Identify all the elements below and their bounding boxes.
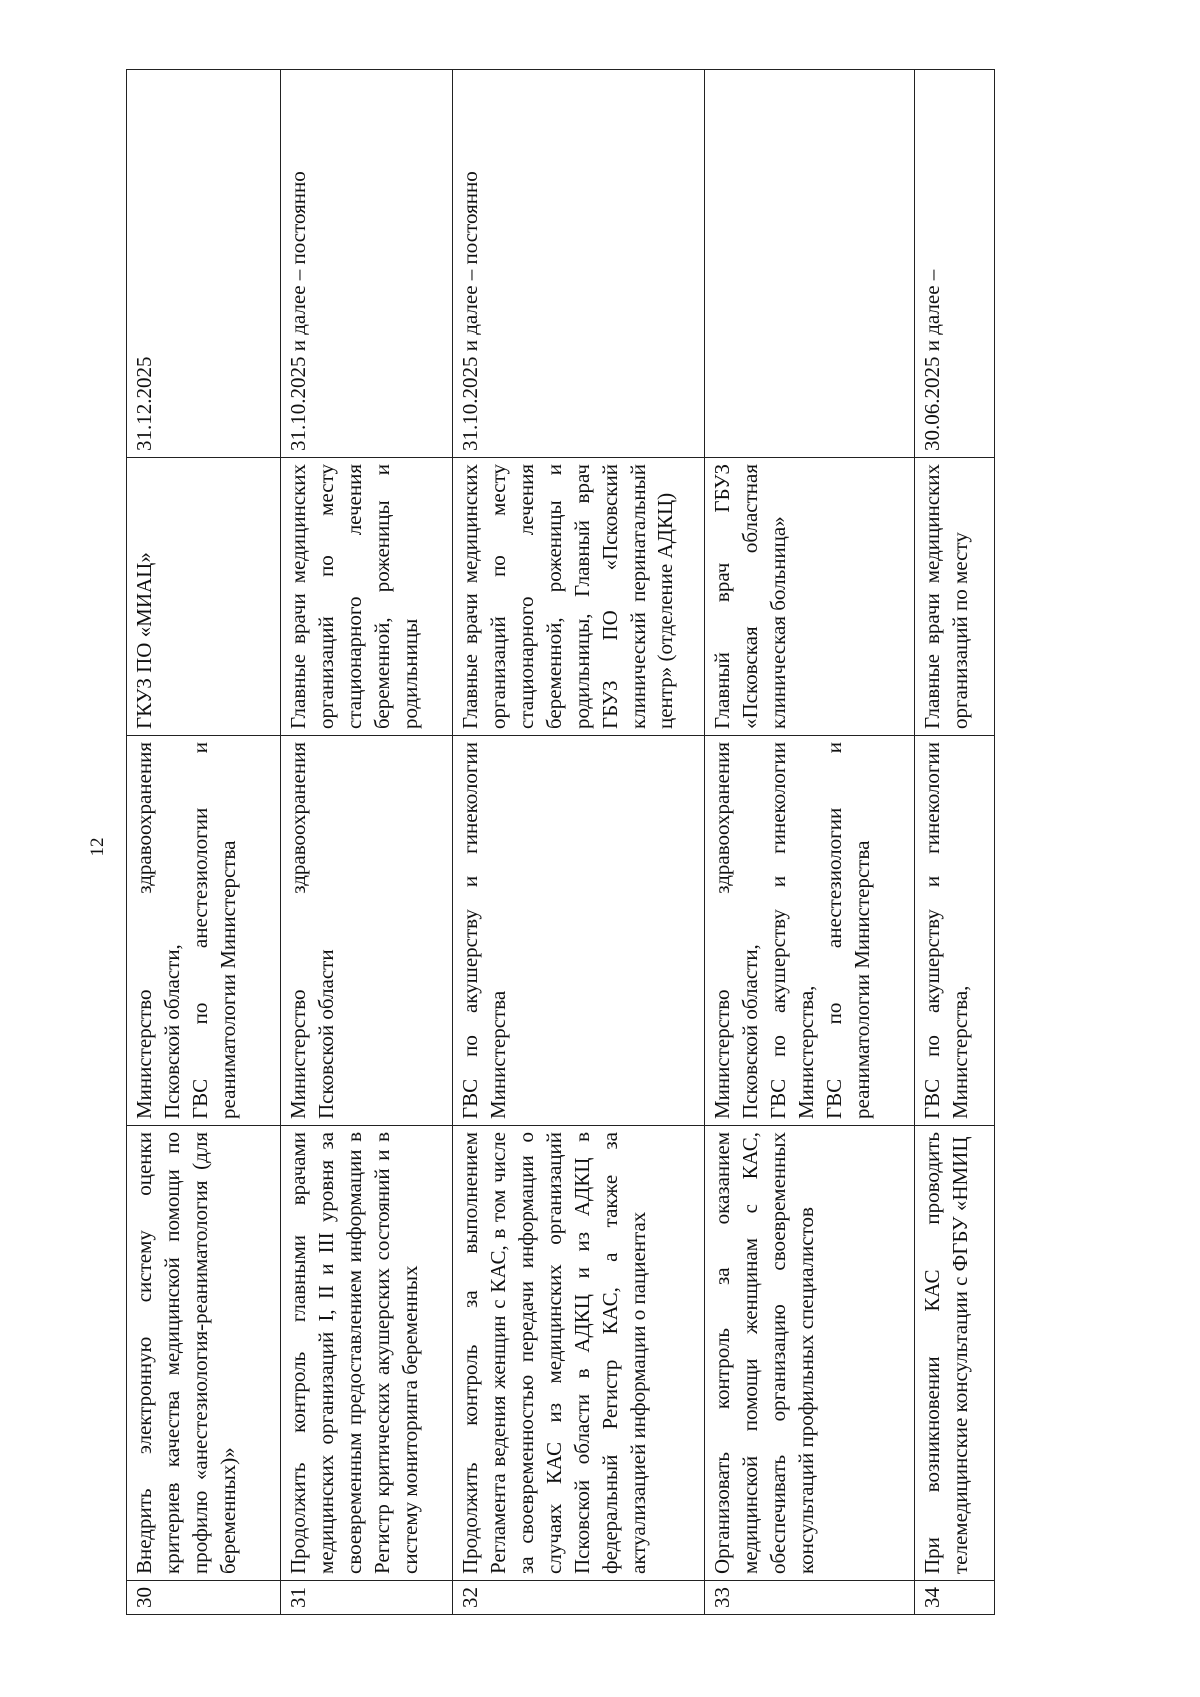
row-number: 33 bbox=[705, 1581, 915, 1615]
term-cell: 30.06.2025 и далее – bbox=[915, 70, 995, 458]
responsible-line: ГВС по акушерству и гинекологии Министерства bbox=[458, 742, 510, 1119]
responsible-line: ГВС по акушерству и гинекологии Министерства, bbox=[920, 742, 972, 1119]
table-row bbox=[127, 70, 281, 1615]
responsible-line: Министерство здравоохранения Псковской области bbox=[286, 742, 338, 1119]
executors-cell: ГКУЗ ПО «МИАЦ» bbox=[127, 458, 281, 736]
executors-cell: Главный врач ГБУЗ «Псковская областная клиническая больница» bbox=[705, 458, 915, 736]
responsible-cell bbox=[915, 736, 995, 1126]
table-row bbox=[281, 70, 453, 1615]
page-number: 12 bbox=[87, 837, 108, 857]
responsible-line: Министерство здравоохранения Псковской области, bbox=[710, 742, 762, 1119]
executors-cell: Главные врачи медицинских организаций по месту стационарного лечения беременной, роженицы и родильницы bbox=[281, 458, 453, 736]
responsible-line: ГВС по анестезиологии и реаниматологии Министерства bbox=[187, 742, 240, 1119]
responsible-line: ГВС по анестезиологии и реаниматологии Министерства bbox=[821, 742, 874, 1119]
responsible-line: Министерство здравоохранения Псковской области, bbox=[132, 742, 184, 1119]
row-number: 34 bbox=[915, 1581, 995, 1615]
responsible-line: ГВС по акушерству и гинекологии Министерства, bbox=[765, 742, 818, 1119]
executors-cell: Главные врачи медицинских организаций по месту стационарного лечения беременной, роженицы и родильницы, Главный врач ГБУЗ ПО «Псковский клинический перинатальный центр» (отделение АДКЦ) bbox=[453, 458, 705, 736]
responsible-cell bbox=[453, 736, 705, 1126]
term-cell: 31.12.2025 bbox=[127, 70, 281, 458]
row-number: 30 bbox=[127, 1581, 281, 1615]
term-cell: 31.10.2025 и далее – постоянно bbox=[281, 70, 453, 458]
table-row bbox=[705, 70, 915, 1615]
event-cell: Продолжить контроль за выполнением Регламента ведения женщин с КАС, в том числе за своевременностью передачи информации о случаях КАС из медицинских организаций Псковской области в АДКЦ и из АДКЦ в федеральный Регистр КАС, а также за актуализацией информации о пациентах bbox=[453, 1126, 705, 1581]
event-cell: Внедрить электронную систему оценки критериев качества медицинской помощи по профилю «анестезиология-реаниматология (для беременных)» bbox=[127, 1126, 281, 1581]
term-cell bbox=[705, 70, 915, 458]
rotated-table-container bbox=[126, 70, 1076, 1615]
responsible-cell bbox=[705, 736, 915, 1126]
responsible-cell bbox=[281, 736, 453, 1126]
term-cell: 31.10.2025 и далее – постоянно bbox=[453, 70, 705, 458]
action-plan-table bbox=[126, 69, 995, 1615]
responsible-cell bbox=[127, 736, 281, 1126]
event-cell: Организовать контроль за оказанием медицинской помощи женщинам с КАС, обеспечивать организацию своевременных консультаций профильных специалистов bbox=[705, 1126, 915, 1581]
event-cell: При возникновении КАС проводить телемедицинские консультации с ФГБУ «НМИЦ bbox=[915, 1126, 995, 1581]
executors-cell: Главные врачи медицинских организаций по месту bbox=[915, 458, 995, 736]
row-number: 31 bbox=[281, 1581, 453, 1615]
table-row bbox=[915, 70, 995, 1615]
event-cell: Продолжить контроль главными врачами медицинских организаций I, II и III уровня за своевременным предоставлением информации в Регистр критических акушерских состояний и в систему мониторинга беременных bbox=[281, 1126, 453, 1581]
row-number: 32 bbox=[453, 1581, 705, 1615]
table-row bbox=[453, 70, 705, 1615]
